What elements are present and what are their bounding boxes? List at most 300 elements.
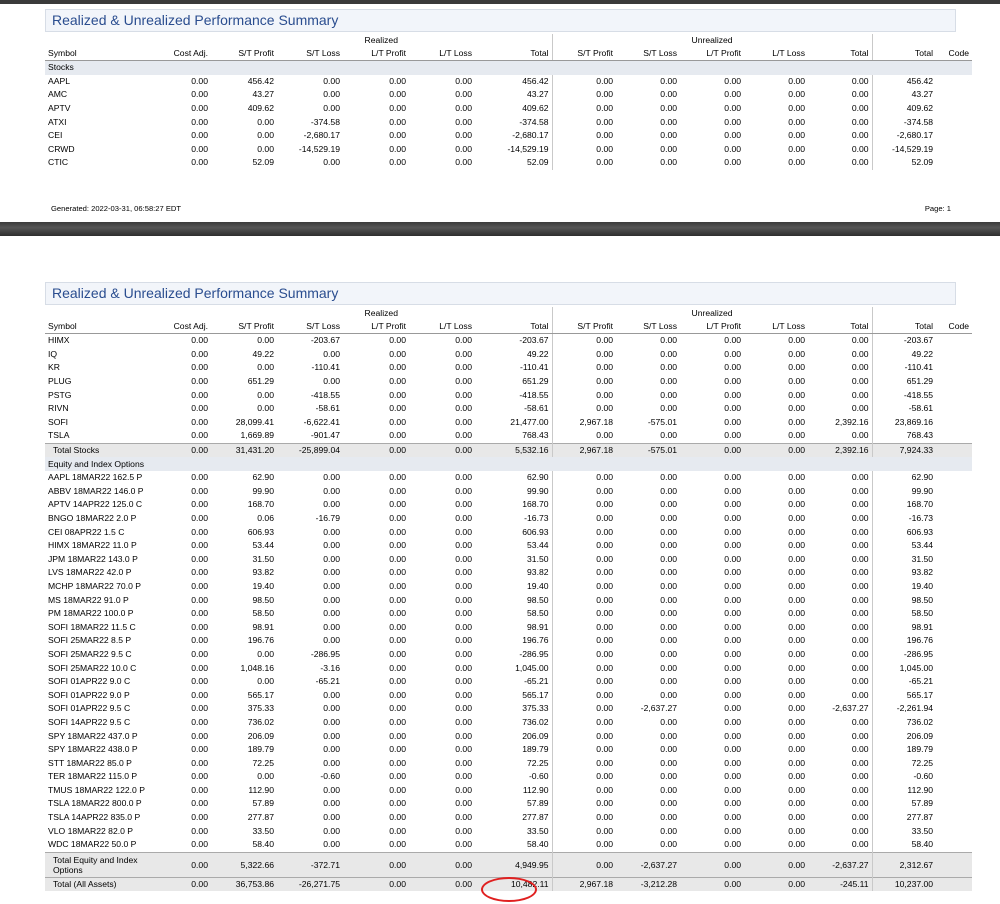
value-cell: 0.00 bbox=[552, 102, 616, 116]
value-cell: 0.00 bbox=[409, 877, 475, 891]
symbol-cell: CTIC bbox=[48, 157, 69, 168]
value-cell: 36,753.86 bbox=[211, 877, 277, 891]
value-cell: 0.00 bbox=[191, 389, 208, 400]
value-cell: 206.09 bbox=[247, 730, 274, 741]
value-cell bbox=[936, 115, 972, 129]
symbol-cell: SOFI 01APR22 9.0 C bbox=[48, 676, 131, 687]
symbol-cell: CRWD bbox=[48, 143, 75, 154]
value-cell: 0.00 bbox=[552, 675, 616, 689]
value-cell: -2,637.27 bbox=[616, 852, 680, 877]
table-row bbox=[45, 648, 972, 662]
value-cell: -58.61 bbox=[872, 402, 936, 416]
value-cell: 456.42 bbox=[247, 75, 274, 86]
value-cell: 0.00 bbox=[660, 513, 678, 524]
value-cell: 10,237.00 bbox=[872, 877, 936, 891]
value-cell: 58.50 bbox=[527, 608, 549, 619]
realized-group-header: Realized bbox=[364, 35, 398, 45]
value-cell: 409.62 bbox=[247, 103, 274, 114]
value-cell bbox=[936, 607, 972, 621]
column-header: Total bbox=[872, 47, 936, 61]
value-cell: 0.00 bbox=[788, 540, 806, 551]
value-cell: 0.00 bbox=[851, 157, 869, 168]
value-cell: 0.00 bbox=[455, 130, 472, 141]
value-cell: 0.00 bbox=[788, 89, 806, 100]
value-cell: 0.00 bbox=[343, 443, 409, 457]
table-row bbox=[45, 716, 972, 730]
value-cell: 0.00 bbox=[788, 403, 806, 414]
value-cell: 0.00 bbox=[851, 103, 869, 114]
symbol-cell: PSTG bbox=[48, 389, 72, 400]
table-row bbox=[45, 553, 972, 567]
value-cell: 0.00 bbox=[552, 115, 616, 129]
value-cell: 736.02 bbox=[522, 716, 549, 727]
column-header: Total bbox=[808, 320, 872, 334]
value-cell: 0.00 bbox=[389, 143, 406, 154]
value-cell: 0.00 bbox=[323, 621, 340, 632]
value-cell: 0.00 bbox=[191, 143, 208, 154]
value-cell: 0.00 bbox=[455, 89, 472, 100]
value-cell: 0.00 bbox=[323, 594, 340, 605]
value-cell: 0.00 bbox=[552, 580, 616, 594]
value-cell: 0.00 bbox=[724, 430, 742, 441]
value-cell: 0.00 bbox=[191, 730, 208, 741]
value-cell: 0.00 bbox=[323, 730, 340, 741]
value-cell bbox=[936, 129, 972, 143]
value-cell: 168.70 bbox=[247, 499, 274, 510]
value-cell: 49.22 bbox=[527, 348, 549, 359]
value-cell: 0.00 bbox=[389, 157, 406, 168]
value-cell: -14,529.19 bbox=[298, 143, 340, 154]
value-cell: 0.00 bbox=[724, 403, 742, 414]
value-cell: 0.00 bbox=[552, 566, 616, 580]
value-cell: 10,482.11 bbox=[475, 877, 552, 891]
value-cell: -3,212.28 bbox=[616, 877, 680, 891]
table-row bbox=[45, 797, 972, 811]
value-cell: 0.00 bbox=[851, 635, 869, 646]
value-cell: 0.00 bbox=[191, 635, 208, 646]
value-cell: 0.00 bbox=[851, 376, 869, 387]
value-cell: 0.00 bbox=[552, 129, 616, 143]
value-cell: -286.95 bbox=[519, 648, 549, 659]
value-cell: 0.00 bbox=[660, 757, 678, 768]
column-header: Symbol bbox=[45, 47, 145, 61]
value-cell: 196.76 bbox=[872, 634, 936, 648]
value-cell: 2,967.18 bbox=[552, 877, 616, 891]
value-cell bbox=[936, 877, 972, 891]
value-cell: 72.25 bbox=[252, 757, 274, 768]
value-cell: 0.00 bbox=[851, 648, 869, 659]
value-cell: 0.00 bbox=[389, 744, 406, 755]
value-cell: 736.02 bbox=[872, 716, 936, 730]
value-cell: 0.00 bbox=[552, 661, 616, 675]
value-cell: 0.00 bbox=[724, 89, 742, 100]
column-header: S/T Loss bbox=[616, 320, 680, 334]
realized-group-header: Realized bbox=[364, 308, 398, 318]
report-title: Realized & Unrealized Performance Summary bbox=[52, 12, 339, 28]
value-cell: 0.00 bbox=[851, 526, 869, 537]
value-cell: 0.00 bbox=[724, 485, 742, 496]
value-cell: 196.76 bbox=[247, 635, 274, 646]
value-cell: 0.00 bbox=[191, 580, 208, 591]
table-row bbox=[45, 607, 972, 621]
value-cell: 0.00 bbox=[724, 580, 742, 591]
table-row bbox=[45, 375, 972, 389]
value-cell: -58.61 bbox=[315, 403, 340, 414]
symbol-cell: KR bbox=[48, 362, 60, 373]
value-cell: 0.00 bbox=[724, 130, 742, 141]
value-cell: 375.33 bbox=[247, 703, 274, 714]
value-cell: 0.00 bbox=[455, 635, 472, 646]
table-row bbox=[45, 334, 972, 348]
column-header: Total bbox=[872, 320, 936, 334]
value-cell: 112.90 bbox=[248, 784, 274, 795]
value-cell: 0.00 bbox=[788, 485, 806, 496]
value-cell: 0.00 bbox=[660, 348, 678, 359]
value-cell: 0.00 bbox=[191, 771, 208, 782]
column-header: L/T Profit bbox=[343, 320, 409, 334]
table-row bbox=[45, 838, 972, 852]
value-cell: 0.00 bbox=[660, 540, 678, 551]
value-cell: 0.00 bbox=[552, 852, 616, 877]
value-cell: 0.00 bbox=[455, 676, 472, 687]
value-cell: 31.50 bbox=[252, 553, 274, 564]
value-cell: 0.00 bbox=[788, 839, 806, 850]
value-cell bbox=[936, 553, 972, 567]
column-header: S/T Profit bbox=[211, 47, 277, 61]
value-cell: 0.00 bbox=[660, 526, 678, 537]
value-cell: 0.00 bbox=[788, 376, 806, 387]
value-cell: 0.00 bbox=[851, 130, 869, 141]
value-cell: 0.00 bbox=[851, 662, 869, 673]
value-cell bbox=[936, 648, 972, 662]
value-cell: 0.00 bbox=[851, 757, 869, 768]
table-row bbox=[45, 634, 972, 648]
value-cell: 1,048.16 bbox=[240, 662, 274, 673]
value-cell: 206.09 bbox=[522, 730, 549, 741]
value-cell: 0.00 bbox=[455, 403, 472, 414]
value-cell: 0.00 bbox=[552, 770, 616, 784]
value-cell: -374.58 bbox=[519, 116, 549, 127]
value-cell: 0.00 bbox=[389, 335, 406, 346]
value-cell: 0.00 bbox=[660, 716, 678, 727]
value-cell: 0.00 bbox=[389, 608, 406, 619]
unrealized-group-header: Unrealized bbox=[552, 307, 872, 320]
value-cell: 0.00 bbox=[724, 716, 742, 727]
value-cell: 0.00 bbox=[851, 784, 869, 795]
value-cell: 0.00 bbox=[455, 839, 472, 850]
value-cell: 0.00 bbox=[455, 594, 472, 605]
value-cell: -245.11 bbox=[808, 877, 872, 891]
value-cell: 0.00 bbox=[389, 771, 406, 782]
column-header: L/T Loss bbox=[409, 320, 475, 334]
value-cell: -374.58 bbox=[310, 116, 340, 127]
value-cell: -65.21 bbox=[315, 676, 340, 687]
value-cell: -203.67 bbox=[872, 334, 936, 348]
value-cell bbox=[936, 580, 972, 594]
value-cell bbox=[936, 770, 972, 784]
value-cell: 0.00 bbox=[191, 798, 208, 809]
value-cell bbox=[936, 429, 972, 443]
value-cell: 0.00 bbox=[724, 416, 742, 427]
value-cell: 0.00 bbox=[323, 839, 340, 850]
value-cell: 0.00 bbox=[191, 621, 208, 632]
value-cell: 0.00 bbox=[323, 580, 340, 591]
value-cell: 0.00 bbox=[389, 376, 406, 387]
value-cell: 0.00 bbox=[389, 689, 406, 700]
symbol-cell: TER 18MAR22 115.0 P bbox=[48, 771, 138, 782]
value-cell: 0.00 bbox=[191, 362, 208, 373]
performance-table-page-1 bbox=[45, 34, 972, 170]
symbol-cell: SOFI 25MAR22 8.5 P bbox=[48, 635, 132, 646]
table-row bbox=[45, 756, 972, 770]
value-cell: 0.00 bbox=[660, 730, 678, 741]
value-cell: 456.42 bbox=[872, 75, 936, 89]
value-cell: 0.00 bbox=[788, 689, 806, 700]
value-cell: 0.00 bbox=[660, 403, 678, 414]
value-cell: 0.00 bbox=[191, 825, 208, 836]
value-cell: -14,529.19 bbox=[872, 143, 936, 157]
value-cell: 0.00 bbox=[660, 103, 678, 114]
symbol-cell: SOFI 01APR22 9.5 C bbox=[48, 703, 131, 714]
value-cell: 565.17 bbox=[872, 688, 936, 702]
value-cell: 1,045.00 bbox=[872, 661, 936, 675]
value-cell: 0.00 bbox=[323, 812, 340, 823]
value-cell: 0.00 bbox=[552, 375, 616, 389]
value-cell: 0.00 bbox=[660, 744, 678, 755]
value-cell: 0.00 bbox=[552, 75, 616, 89]
value-cell: 0.00 bbox=[724, 513, 742, 524]
value-cell: 0.00 bbox=[257, 143, 274, 154]
value-cell: 0.00 bbox=[788, 513, 806, 524]
symbol-cell: BNGO 18MAR22 2.0 P bbox=[48, 513, 137, 524]
value-cell: 409.62 bbox=[522, 103, 549, 114]
value-cell: -110.41 bbox=[520, 362, 549, 373]
value-cell: 565.17 bbox=[522, 689, 549, 700]
symbol-cell: RIVN bbox=[48, 403, 69, 414]
value-cell: 0.00 bbox=[660, 689, 678, 700]
value-cell: 0.00 bbox=[660, 485, 678, 496]
column-header: S/T Profit bbox=[211, 320, 277, 334]
value-cell: 0.00 bbox=[455, 430, 472, 441]
value-cell: 58.50 bbox=[252, 608, 274, 619]
table-row bbox=[45, 402, 972, 416]
value-cell bbox=[936, 661, 972, 675]
value-cell: -418.55 bbox=[872, 388, 936, 402]
value-cell bbox=[936, 716, 972, 730]
value-cell: 0.00 bbox=[389, 839, 406, 850]
table-row bbox=[45, 156, 972, 170]
value-cell: 0.00 bbox=[389, 116, 406, 127]
value-cell: 0.00 bbox=[660, 143, 678, 154]
value-cell: 0.00 bbox=[851, 621, 869, 632]
value-cell: 0.00 bbox=[455, 798, 472, 809]
table-row bbox=[45, 539, 972, 553]
value-cell: 58.50 bbox=[872, 607, 936, 621]
value-cell: 0.00 bbox=[724, 744, 742, 755]
column-header: Code bbox=[936, 320, 972, 334]
value-cell: 2,967.18 bbox=[552, 443, 616, 457]
value-cell: 0.00 bbox=[191, 567, 208, 578]
value-cell: 0.00 bbox=[788, 784, 806, 795]
symbol-cell: SOFI 01APR22 9.0 P bbox=[48, 689, 130, 700]
column-header: Cost Adj. bbox=[145, 47, 211, 61]
value-cell: 0.00 bbox=[724, 335, 742, 346]
value-cell: 0.00 bbox=[788, 430, 806, 441]
value-cell: 0.00 bbox=[552, 348, 616, 362]
value-cell: 0.00 bbox=[323, 499, 340, 510]
value-cell: 0.00 bbox=[389, 676, 406, 687]
value-cell: 0.00 bbox=[323, 567, 340, 578]
value-cell: -6,622.41 bbox=[303, 416, 340, 427]
value-cell: 0.00 bbox=[788, 472, 806, 483]
value-cell: 0.00 bbox=[389, 389, 406, 400]
value-cell: 0.00 bbox=[389, 499, 406, 510]
value-cell: 0.00 bbox=[851, 812, 869, 823]
symbol-cell: SPY 18MAR22 438.0 P bbox=[48, 744, 138, 755]
value-cell: 0.00 bbox=[851, 771, 869, 782]
value-cell: 0.00 bbox=[455, 143, 472, 154]
value-cell: 31,431.20 bbox=[211, 443, 277, 457]
value-cell: 0.00 bbox=[724, 608, 742, 619]
value-cell: 0.00 bbox=[788, 580, 806, 591]
value-cell: 0.00 bbox=[552, 388, 616, 402]
value-cell: 0.00 bbox=[851, 839, 869, 850]
value-cell: -374.58 bbox=[872, 115, 936, 129]
value-cell: 0.00 bbox=[323, 526, 340, 537]
value-cell: 0.00 bbox=[724, 103, 742, 114]
value-cell bbox=[936, 756, 972, 770]
value-cell: -203.67 bbox=[310, 335, 340, 346]
value-cell: 0.00 bbox=[323, 89, 340, 100]
table-row bbox=[45, 580, 972, 594]
table-row bbox=[45, 115, 972, 129]
column-header: L/T Profit bbox=[343, 47, 409, 61]
value-cell: -2,637.27 bbox=[832, 703, 869, 714]
value-cell: 0.00 bbox=[724, 116, 742, 127]
column-header: Cost Adj. bbox=[145, 320, 211, 334]
value-cell bbox=[936, 784, 972, 798]
value-cell: 168.70 bbox=[522, 499, 549, 510]
performance-table-page-2 bbox=[45, 307, 972, 891]
value-cell: 0.00 bbox=[455, 662, 472, 673]
value-cell: 0.00 bbox=[455, 540, 472, 551]
symbol-cell: Total Equity and Index Options bbox=[45, 852, 145, 877]
value-cell: 0.00 bbox=[191, 485, 208, 496]
value-cell: 0.00 bbox=[660, 389, 678, 400]
value-cell: 0.00 bbox=[455, 416, 472, 427]
value-cell: 0.00 bbox=[851, 689, 869, 700]
report-title-banner bbox=[45, 282, 956, 305]
value-cell: 0.00 bbox=[455, 472, 472, 483]
table-row bbox=[45, 729, 972, 743]
section-header-options: Equity and Index Options bbox=[45, 457, 972, 471]
value-cell: 99.90 bbox=[872, 485, 936, 499]
value-cell: 0.00 bbox=[257, 130, 274, 141]
value-cell: 0.00 bbox=[552, 498, 616, 512]
value-cell: 0.00 bbox=[191, 513, 208, 524]
value-cell: 0.00 bbox=[724, 499, 742, 510]
value-cell: 0.00 bbox=[455, 513, 472, 524]
value-cell: 52.09 bbox=[527, 157, 549, 168]
column-header-row bbox=[45, 47, 972, 61]
generated-timestamp: Generated: 2022-03-31, 06:58:27 EDT bbox=[51, 204, 182, 213]
value-cell: 0.00 bbox=[788, 635, 806, 646]
value-cell: 0.00 bbox=[660, 335, 678, 346]
total-options-row bbox=[45, 852, 972, 877]
value-cell bbox=[936, 525, 972, 539]
value-cell: 62.90 bbox=[527, 472, 549, 483]
value-cell: 0.00 bbox=[788, 416, 806, 427]
value-cell: 0.00 bbox=[680, 877, 744, 891]
value-cell: 19.40 bbox=[527, 580, 549, 591]
value-cell: 0.00 bbox=[851, 825, 869, 836]
table-row bbox=[45, 811, 972, 825]
value-cell: 0.00 bbox=[323, 75, 340, 86]
value-cell: 0.00 bbox=[455, 553, 472, 564]
value-cell: 0.00 bbox=[343, 877, 409, 891]
value-cell: 0.00 bbox=[660, 157, 678, 168]
value-cell: 0.00 bbox=[724, 798, 742, 809]
value-cell: 0.00 bbox=[191, 662, 208, 673]
value-cell: 33.50 bbox=[527, 825, 549, 836]
value-cell: 0.00 bbox=[389, 513, 406, 524]
value-cell: 0.00 bbox=[788, 825, 806, 836]
value-cell: 0.00 bbox=[788, 116, 806, 127]
value-cell: -16.79 bbox=[315, 513, 340, 524]
value-cell: 0.00 bbox=[851, 540, 869, 551]
value-cell bbox=[936, 702, 972, 716]
value-cell: 0.00 bbox=[191, 676, 208, 687]
symbol-cell: TMUS 18MAR22 122.0 P bbox=[48, 784, 145, 795]
value-cell: 0.00 bbox=[851, 744, 869, 755]
value-cell: 0.00 bbox=[552, 334, 616, 348]
symbol-cell: APTV bbox=[48, 103, 71, 114]
value-cell: 0.00 bbox=[724, 567, 742, 578]
value-cell: 189.79 bbox=[872, 743, 936, 757]
value-cell: 0.00 bbox=[323, 540, 340, 551]
value-cell: 98.91 bbox=[872, 620, 936, 634]
table-row bbox=[45, 361, 972, 375]
value-cell: 0.00 bbox=[788, 526, 806, 537]
value-cell: 0.00 bbox=[191, 376, 208, 387]
value-cell: 606.93 bbox=[872, 525, 936, 539]
value-cell: 0.00 bbox=[323, 798, 340, 809]
value-cell: 0.00 bbox=[660, 648, 678, 659]
value-cell: 0.00 bbox=[660, 567, 678, 578]
value-cell: 0.00 bbox=[323, 825, 340, 836]
value-cell: 0.00 bbox=[323, 348, 340, 359]
value-cell: 98.91 bbox=[252, 621, 274, 632]
value-cell: 0.00 bbox=[389, 540, 406, 551]
value-cell: -2,261.94 bbox=[872, 702, 936, 716]
value-cell: 0.00 bbox=[191, 130, 208, 141]
value-cell: 58.40 bbox=[872, 838, 936, 852]
value-cell: 0.00 bbox=[552, 429, 616, 443]
value-cell: 409.62 bbox=[872, 102, 936, 116]
value-cell: -0.60 bbox=[320, 771, 340, 782]
symbol-cell: MS 18MAR22 91.0 P bbox=[48, 594, 129, 605]
value-cell: 0.00 bbox=[552, 756, 616, 770]
value-cell: 0.00 bbox=[724, 348, 742, 359]
value-cell: 99.90 bbox=[527, 485, 549, 496]
value-cell: 0.00 bbox=[724, 526, 742, 537]
value-cell: 0.00 bbox=[660, 499, 678, 510]
value-cell: 0.00 bbox=[455, 116, 472, 127]
value-cell: 7,924.33 bbox=[872, 443, 936, 457]
symbol-cell: TSLA bbox=[48, 430, 70, 441]
value-cell: 98.50 bbox=[252, 594, 274, 605]
column-header: S/T Profit bbox=[552, 47, 616, 61]
